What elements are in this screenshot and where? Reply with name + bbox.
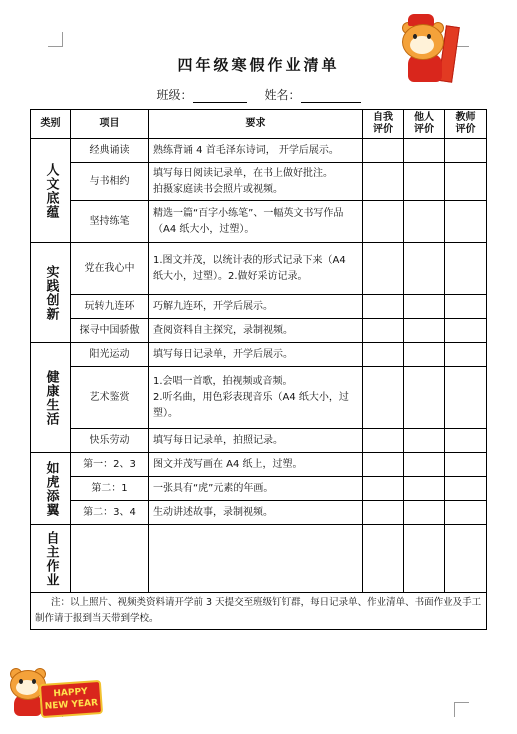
peer-eval-cell[interactable]	[404, 201, 445, 243]
self-eval-cell[interactable]	[363, 139, 404, 163]
item-cell: 第二：3、4	[71, 501, 149, 525]
teacher-eval-cell[interactable]	[445, 295, 487, 319]
category-cell: 健康生活	[31, 343, 71, 453]
teacher-eval-cell[interactable]	[445, 477, 487, 501]
item-cell[interactable]	[71, 525, 149, 593]
student-info-line	[0, 86, 517, 103]
happy-new-year-banner	[39, 680, 103, 718]
peer-eval-cell[interactable]	[404, 163, 445, 201]
self-eval-cell[interactable]	[363, 319, 404, 343]
table-row	[31, 525, 487, 593]
self-eval-cell[interactable]	[363, 525, 404, 593]
peer-eval-cell[interactable]	[404, 453, 445, 477]
table-row	[31, 319, 487, 343]
item-cell: 玩转九连环	[71, 295, 149, 319]
self-eval-cell[interactable]	[363, 243, 404, 295]
teacher-eval-cell[interactable]	[445, 367, 487, 429]
teacher-eval-cell[interactable]	[445, 243, 487, 295]
peer-eval-cell[interactable]	[404, 429, 445, 453]
header-category: 类别	[31, 110, 71, 139]
peer-eval-cell[interactable]	[404, 367, 445, 429]
item-cell: 艺术鉴赏	[71, 367, 149, 429]
header-peer-eval: 他人 评价	[404, 110, 445, 139]
peer-eval-cell[interactable]	[404, 501, 445, 525]
header-requirement: 要求	[149, 110, 363, 139]
item-cell: 探寻中国骄傲	[71, 319, 149, 343]
item-cell: 快乐劳动	[71, 429, 149, 453]
teacher-eval-cell[interactable]	[445, 139, 487, 163]
self-eval-cell[interactable]	[363, 295, 404, 319]
header-item: 项目	[71, 110, 149, 139]
requirement-cell: 填写每日记录单，开学后展示。	[149, 343, 363, 367]
table-row	[31, 139, 487, 163]
peer-eval-cell[interactable]	[404, 243, 445, 295]
name-label: 姓名：	[264, 88, 301, 102]
table-row	[31, 243, 487, 295]
item-cell: 坚持练笔	[71, 201, 149, 243]
item-cell: 与书相约	[71, 163, 149, 201]
table-row	[31, 163, 487, 201]
self-eval-cell[interactable]	[363, 477, 404, 501]
table-row	[31, 201, 487, 243]
self-eval-cell[interactable]	[363, 501, 404, 525]
self-eval-cell[interactable]	[363, 201, 404, 243]
table-header-row	[31, 110, 487, 139]
header-teacher-eval: 教师 评价	[445, 110, 487, 139]
requirement-cell: 精选一篇“百字小练笔”、一幅英文书写作品（A4 纸大小，过塑）。	[149, 201, 363, 243]
requirement-cell: 图文并茂写画在 A4 纸上，过塑。	[149, 453, 363, 477]
table-row	[31, 295, 487, 319]
banner-line-2: NEW YEAR	[44, 698, 99, 712]
requirement-cell: 查阅资料自主探究，录制视频。	[149, 319, 363, 343]
peer-eval-cell[interactable]	[404, 319, 445, 343]
table-row	[31, 477, 487, 501]
class-blank[interactable]	[193, 90, 247, 103]
peer-eval-cell[interactable]	[404, 477, 445, 501]
teacher-eval-cell[interactable]	[445, 453, 487, 477]
teacher-eval-cell[interactable]	[445, 319, 487, 343]
crop-mark-bottom-right	[454, 702, 469, 717]
self-eval-cell[interactable]	[363, 453, 404, 477]
category-cell: 人文底蕴	[31, 139, 71, 243]
page-title: 四年级寒假作业清单	[177, 56, 340, 74]
requirement-cell: 填写每日记录单，拍照记录。	[149, 429, 363, 453]
class-label: 班级：	[156, 88, 193, 102]
requirement-cell: 巧解九连环，开学后展示。	[149, 295, 363, 319]
teacher-eval-cell[interactable]	[445, 525, 487, 593]
item-cell: 经典诵读	[71, 139, 149, 163]
requirement-cell: 1.会唱一首歌，拍视频或音频。 2.听名曲，用色彩表现音乐（A4 纸大小，过塑）。	[149, 367, 363, 429]
table-row	[31, 501, 487, 525]
banner-line-1: HAPPY	[53, 686, 88, 700]
requirement-cell: 一张具有“虎”元素的年画。	[149, 477, 363, 501]
table-row	[31, 429, 487, 453]
item-cell: 阳光运动	[71, 343, 149, 367]
requirement-cell: 填写每日阅读记录单，在书上做好批注。 拍摄家庭读书会照片或视频。	[149, 163, 363, 201]
requirement-cell: 1.图文并茂，以统计表的形式记录下来（A4 纸大小，过塑）。2.做好采访记录。	[149, 243, 363, 295]
requirement-cell: 熟练背诵 4 首毛泽东诗词， 开学后展示。	[149, 139, 363, 163]
peer-eval-cell[interactable]	[404, 343, 445, 367]
peer-eval-cell[interactable]	[404, 525, 445, 593]
self-eval-cell[interactable]	[363, 163, 404, 201]
self-eval-cell[interactable]	[363, 343, 404, 367]
item-cell: 第一：2、3	[71, 453, 149, 477]
self-eval-cell[interactable]	[363, 367, 404, 429]
teacher-eval-cell[interactable]	[445, 429, 487, 453]
name-blank[interactable]	[301, 90, 361, 103]
table-row	[31, 343, 487, 367]
category-cell: 实践创新	[31, 243, 71, 343]
header-self-eval: 自我 评价	[363, 110, 404, 139]
teacher-eval-cell[interactable]	[445, 163, 487, 201]
note-row	[31, 593, 487, 630]
note-text: 注：以上照片、视频类资料请开学前 3 天提交至班级钉钉群，每日记录单、作业清单、书面作业及手工制作请于报到当天带到学校。	[31, 593, 487, 630]
table-row	[31, 367, 487, 429]
self-eval-cell[interactable]	[363, 429, 404, 453]
crop-mark-top-left	[48, 32, 63, 47]
teacher-eval-cell[interactable]	[445, 501, 487, 525]
requirement-cell[interactable]	[149, 525, 363, 593]
teacher-eval-cell[interactable]	[445, 343, 487, 367]
table-row	[31, 453, 487, 477]
item-cell: 第二：1	[71, 477, 149, 501]
peer-eval-cell[interactable]	[404, 295, 445, 319]
requirement-cell: 生动讲述故事，录制视频。	[149, 501, 363, 525]
peer-eval-cell[interactable]	[404, 139, 445, 163]
category-cell: 如虎添翼	[31, 453, 71, 525]
teacher-eval-cell[interactable]	[445, 201, 487, 243]
homework-table	[30, 109, 487, 630]
item-cell: 党在我心中	[71, 243, 149, 295]
category-cell: 自主作业	[31, 525, 71, 593]
